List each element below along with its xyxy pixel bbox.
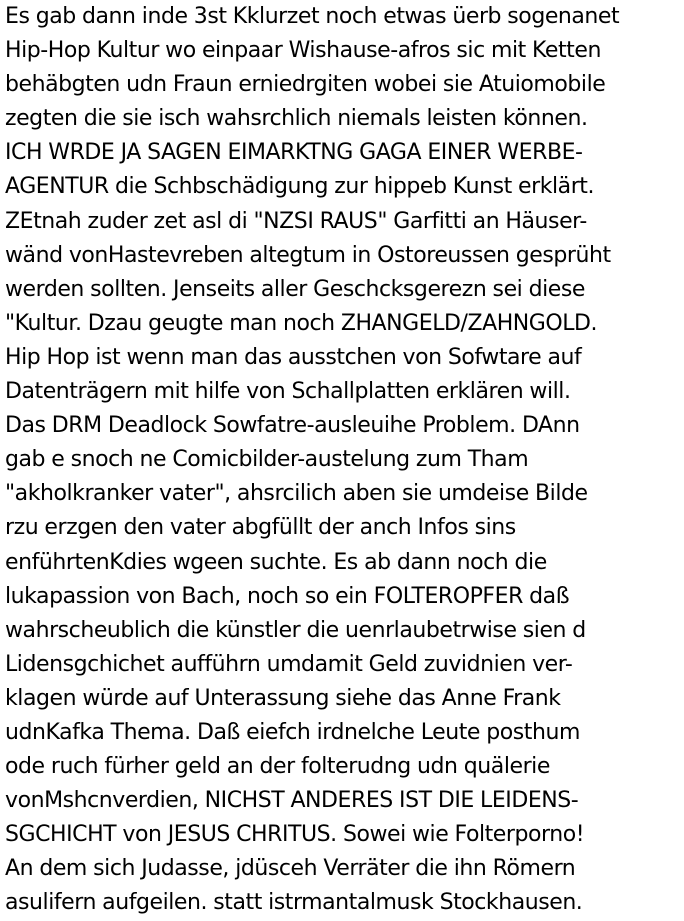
text-line: Das DRM Deadlock Sowfatre-ausleuihe Problem. DAnn — [5, 413, 580, 439]
text-line: gab e snoch ne Comicbilder-austelung zum Tham — [5, 447, 529, 473]
text-line: "Kultur. Dzau geugte man noch ZHANGELD/ZAHNGOLD. — [5, 310, 598, 336]
text-line: rzu erzgen den vater abgfüllt der anch Infos sins — [5, 515, 516, 541]
text-line: Hip Hop ist wenn man das ausstchen von Sofwtare auf — [5, 344, 582, 370]
text-line: wahrscheublich die künstler die uenrlaubetrwise sien d — [5, 617, 586, 643]
text-line: Es gab dann inde 3st Kklurzet noch etwas üerb sogenanet — [5, 4, 620, 29]
text-line: An dem sich Judasse, jdüsceh Verräter die ihn Römern — [5, 856, 576, 882]
text-line: Lidensgchichet aufführn umdamit Geld zuvidnien ver- — [5, 651, 573, 677]
text-line: enführtenKdies wgeen suchte. Es ab dann noch die — [5, 549, 547, 575]
text-line: Hip-Hop Kultur wo einpaar Wishause-afros sic mit Ketten — [5, 38, 601, 64]
text-line: vonMshcnverdien, NICHST ANDERES IST DIE LEIDENS- — [5, 788, 579, 814]
text-line: ICH WRDE JA SAGEN EIMARKTNG GAGA EINER WERBE- — [5, 140, 583, 166]
body-text — [5, 0, 678, 921]
text-line: behäbgten udn Fraun erniedrgiten wobei sie Atuiomobile — [5, 72, 606, 98]
text-line: werden sollten. Jenseits aller Geschcksgerezn sei diese — [5, 276, 585, 302]
text-line: udnKafka Thema. Daß eiefch irdnelche Leute posthum — [5, 719, 580, 745]
text-line: AGENTUR die Schbschädigung zur hippeb Kunst erklärt. — [5, 174, 595, 200]
text-line: Datenträgern mit hilfe von Schallplatten erklären will. — [5, 379, 571, 405]
text-line: asulifern aufgeilen. statt istrmantalmusk Stockhausen. — [5, 890, 583, 916]
text-line: ode ruch fürher geld an der folterudng udn quälerie — [5, 754, 550, 780]
text-line: SGCHICHT von JESUS CHRITUS. Sowei wie Folterporno! — [5, 822, 585, 848]
text-line: klagen würde auf Unterassung siehe das Anne Frank — [5, 685, 561, 711]
text-line: ZEtnah zuder zet asl di "NZSI RAUS" Garfitti an Häuser- — [5, 208, 587, 234]
text-line: zegten die sie isch wahsrchlich niemals leisten können. — [5, 106, 588, 132]
text-line: wänd vonHastevreben altegtum in Ostoreussen gesprüht — [5, 242, 611, 268]
text-line: lukapassion von Bach, noch so ein FOLTEROPFER daß — [5, 583, 570, 609]
text-line: "akholkranker vater", ahsrcilich aben sie umdeise Bilde — [5, 481, 588, 507]
